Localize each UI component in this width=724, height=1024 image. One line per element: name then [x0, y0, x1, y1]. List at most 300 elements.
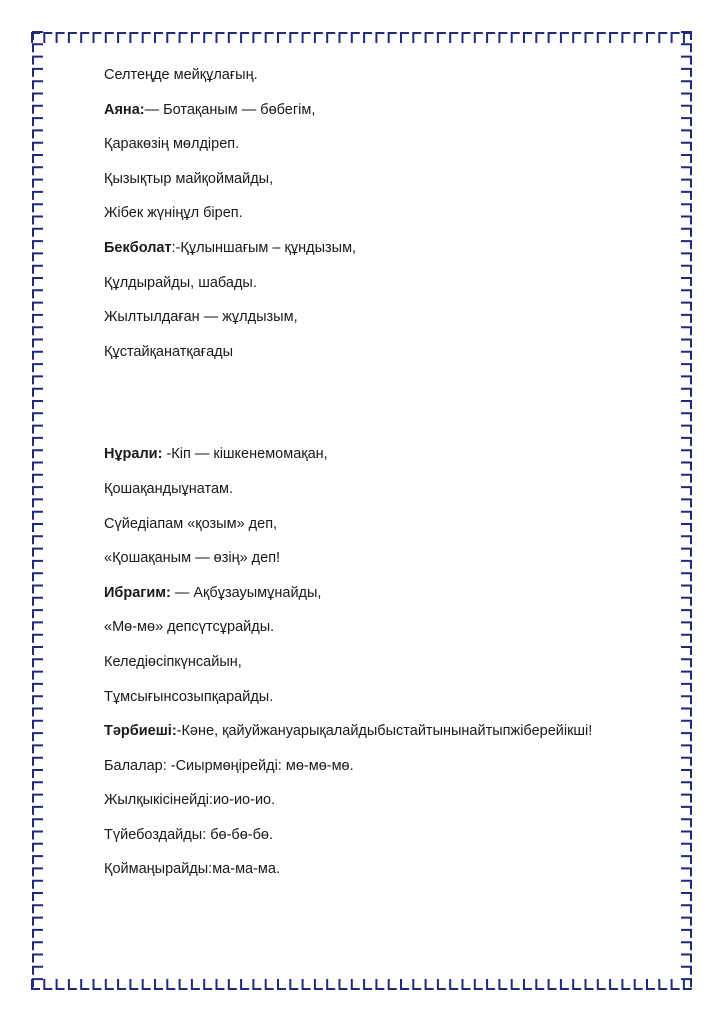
border-key-segment: [33, 192, 43, 200]
border-key-segment: [290, 33, 298, 43]
border-key-segment: [33, 463, 43, 471]
poem-line: [104, 480, 664, 499]
line-text: Құлдырайды, шабады.: [104, 274, 257, 291]
border-key-segment: [180, 979, 188, 989]
poem-line: [104, 515, 664, 534]
line-text: Жылқыкісінейді:ио-ио-ио.: [104, 792, 276, 809]
border-key-segment: [681, 635, 691, 643]
speaker-name: Нұрали:: [104, 446, 163, 463]
border-key-segment: [681, 622, 691, 630]
border-key-segment: [681, 303, 691, 311]
border-key-segment: [352, 979, 360, 989]
border-key-segment: [681, 659, 691, 667]
border-key-segment: [681, 610, 691, 618]
border-key-segment: [33, 475, 43, 483]
border-key-segment: [33, 290, 43, 298]
border-key-segment: [681, 647, 691, 655]
border-key-segment: [33, 979, 43, 987]
border-key-segment: [33, 672, 43, 680]
border-key-segment: [389, 979, 397, 989]
border-key-segment: [413, 979, 421, 989]
border-key-segment: [681, 340, 691, 348]
border-key-segment: [33, 610, 43, 618]
border-key-segment: [681, 278, 691, 286]
border-key-segment: [376, 979, 384, 989]
border-key-segment: [33, 696, 43, 704]
border-key-segment: [681, 709, 691, 717]
page-border-bottom: [30, 978, 694, 992]
border-key-segment: [681, 905, 691, 913]
border-key-segment: [681, 745, 691, 753]
border-key-segment: [499, 33, 507, 43]
border-key-segment: [81, 33, 89, 43]
border-key-segment: [586, 979, 594, 989]
poem-line: [104, 618, 664, 637]
border-key-segment: [438, 979, 446, 989]
poem-line: [104, 826, 664, 845]
border-key-segment: [681, 450, 691, 458]
border-key-segment: [681, 315, 691, 323]
border-key-segment: [278, 33, 286, 43]
line-text: Қаракөзің мөлдіреп.: [104, 136, 240, 153]
speaker-name: Бекболат: [104, 239, 172, 256]
border-key-segment: [536, 979, 544, 989]
border-key-segment: [57, 33, 65, 43]
border-key-segment: [118, 979, 126, 989]
border-key-segment: [327, 33, 335, 43]
border-key-segment: [106, 33, 114, 43]
border-key-segment: [681, 770, 691, 778]
border-key-segment: [681, 573, 691, 581]
border-key-segment: [33, 352, 43, 360]
border-key-segment: [253, 33, 261, 43]
border-key-segment: [33, 315, 43, 323]
border-key-segment: [681, 536, 691, 544]
border-key-segment: [681, 758, 691, 766]
border-key-segment: [33, 487, 43, 495]
poem-part-2: [104, 445, 664, 879]
border-key-segment: [681, 967, 691, 975]
border-key-segment: [33, 893, 43, 901]
border-key-segment: [33, 622, 43, 630]
border-key-segment: [681, 499, 691, 507]
border-key-segment: [290, 979, 298, 989]
border-key-segment: [33, 635, 43, 643]
border-key-segment: [33, 536, 43, 544]
border-key-segment: [681, 364, 691, 372]
border-key-segment: [401, 979, 409, 989]
border-key-segment: [536, 33, 544, 43]
border-key-segment: [681, 979, 691, 987]
border-key-segment: [681, 266, 691, 274]
line-text: Қызықтыр майқоймайды,: [104, 170, 274, 187]
border-key-segment: [33, 340, 43, 348]
border-key-segment: [33, 81, 43, 89]
border-key-segment: [33, 819, 43, 827]
border-key-segment: [426, 33, 434, 43]
border-key-segment: [681, 684, 691, 692]
border-key-segment: [33, 598, 43, 606]
border-key-segment: [364, 33, 372, 43]
border-key-segment: [681, 930, 691, 938]
border-key-segment: [681, 893, 691, 901]
border-key-segment: [33, 930, 43, 938]
border-key-segment: [33, 844, 43, 852]
border-key-segment: [622, 979, 630, 989]
border-key-segment: [167, 33, 175, 43]
border-key-segment: [681, 143, 691, 151]
border-key-segment: [33, 512, 43, 520]
border-key-segment: [610, 979, 618, 989]
border-key-segment: [118, 33, 126, 43]
border-key-segment: [681, 586, 691, 594]
border-key-segment: [33, 364, 43, 372]
border-key-segment: [327, 979, 335, 989]
border-key-segment: [33, 217, 43, 225]
border-key-segment: [33, 167, 43, 175]
border-key-segment: [681, 167, 691, 175]
border-key-segment: [376, 33, 384, 43]
line-text: Қоймаңырайды:ма-ма-ма.: [104, 861, 280, 878]
border-key-segment: [217, 33, 225, 43]
border-key-segment: [229, 979, 237, 989]
poem-line: [104, 343, 664, 362]
border-key-segment: [33, 647, 43, 655]
border-key-segment: [635, 33, 643, 43]
border-key-segment: [413, 33, 421, 43]
poem-line: [104, 688, 664, 707]
border-key-segment: [681, 94, 691, 102]
border-key-segment: [512, 33, 520, 43]
border-key-segment: [561, 33, 569, 43]
border-key-segment: [241, 33, 249, 43]
poem-line: [104, 66, 664, 85]
border-key-segment: [681, 868, 691, 876]
border-key-segment: [44, 979, 52, 989]
border-key-segment: [303, 979, 311, 989]
border-key-segment: [586, 33, 594, 43]
border-key-segment: [33, 586, 43, 594]
poem-line: [104, 791, 664, 810]
border-key-segment: [681, 561, 691, 569]
border-key-segment: [204, 33, 212, 43]
border-key-segment: [681, 81, 691, 89]
border-key-segment: [681, 253, 691, 261]
border-key-segment: [401, 33, 409, 43]
border-key-segment: [180, 33, 188, 43]
border-key-segment: [94, 33, 102, 43]
line-text: — Ботақаным — бөбегім,: [144, 101, 316, 118]
border-key-segment: [315, 33, 323, 43]
border-key-segment: [681, 955, 691, 963]
border-key-segment: [33, 733, 43, 741]
page-border-left: [30, 30, 44, 992]
border-key-segment: [303, 33, 311, 43]
poem-line: [104, 204, 664, 223]
border-key-segment: [143, 33, 151, 43]
border-pattern-bottom: [30, 978, 694, 992]
border-key-segment: [33, 856, 43, 864]
border-key-segment: [635, 979, 643, 989]
border-key-segment: [524, 979, 532, 989]
border-key-segment: [33, 918, 43, 926]
border-key-segment: [681, 426, 691, 434]
border-key-segment: [340, 979, 348, 989]
border-key-segment: [426, 979, 434, 989]
border-key-segment: [681, 672, 691, 680]
border-key-segment: [681, 155, 691, 163]
border-key-segment: [450, 979, 458, 989]
border-key-segment: [130, 979, 138, 989]
border-key-segment: [475, 979, 483, 989]
border-key-segment: [33, 69, 43, 77]
border-key-segment: [598, 33, 606, 43]
border-key-segment: [266, 979, 274, 989]
border-key-segment: [512, 979, 520, 989]
border-key-segment: [561, 979, 569, 989]
poem-content: [104, 66, 664, 895]
border-key-segment: [352, 33, 360, 43]
border-key-segment: [681, 819, 691, 827]
border-key-segment: [33, 389, 43, 397]
border-key-segment: [487, 33, 495, 43]
border-key-segment: [681, 918, 691, 926]
border-key-segment: [681, 241, 691, 249]
border-key-segment: [463, 979, 471, 989]
speaker-name: Тәрбиеші:: [104, 723, 177, 740]
line-text: — Ақбұзауымұнайды,: [170, 584, 322, 601]
poem-line: [104, 757, 664, 776]
border-key-segment: [573, 33, 581, 43]
border-key-segment: [33, 549, 43, 557]
border-key-segment: [681, 598, 691, 606]
page-border-right: [680, 30, 694, 992]
border-key-segment: [33, 758, 43, 766]
border-key-segment: [33, 684, 43, 692]
border-key-segment: [33, 180, 43, 188]
border-key-segment: [33, 155, 43, 163]
border-pattern-right: [680, 30, 694, 992]
border-key-segment: [681, 376, 691, 384]
border-key-segment: [475, 33, 483, 43]
border-key-segment: [229, 33, 237, 43]
border-key-segment: [33, 905, 43, 913]
stanza-gap: [104, 377, 664, 445]
border-key-segment: [681, 217, 691, 225]
border-key-segment: [681, 807, 691, 815]
border-key-segment: [487, 979, 495, 989]
border-key-segment: [499, 979, 507, 989]
border-key-segment: [681, 549, 691, 557]
border-key-segment: [33, 524, 43, 532]
border-key-segment: [681, 832, 691, 840]
border-key-segment: [315, 979, 323, 989]
poem-line: [104, 722, 664, 741]
line-text: -Кәне, қайуйжануарықалайдыбыстайтынынайтыпжіберейікші!: [176, 723, 593, 740]
border-key-segment: [622, 33, 630, 43]
border-key-segment: [81, 979, 89, 989]
border-key-segment: [33, 106, 43, 114]
border-key-segment: [167, 979, 175, 989]
poem-line: [104, 584, 664, 603]
border-key-segment: [681, 795, 691, 803]
poem-line: [104, 308, 664, 327]
border-key-segment: [681, 782, 691, 790]
border-key-segment: [33, 57, 43, 65]
border-key-segment: [33, 721, 43, 729]
border-key-segment: [44, 33, 52, 43]
border-key-segment: [192, 33, 200, 43]
border-key-segment: [681, 290, 691, 298]
border-key-segment: [33, 241, 43, 249]
speaker-name: Ибрагим:: [104, 584, 171, 601]
poem-line: [104, 445, 664, 464]
border-key-segment: [33, 770, 43, 778]
poem-line: [104, 239, 664, 258]
border-key-segment: [33, 955, 43, 963]
border-key-segment: [681, 512, 691, 520]
border-pattern-left: [30, 30, 44, 992]
border-key-segment: [33, 303, 43, 311]
page-border-top: [30, 30, 694, 44]
border-pattern-top: [30, 30, 694, 44]
poem-line: [104, 135, 664, 154]
border-key-segment: [217, 979, 225, 989]
border-key-segment: [143, 979, 151, 989]
border-key-segment: [610, 33, 618, 43]
line-text: Құстайқанатқағады: [104, 343, 234, 360]
border-key-segment: [681, 204, 691, 212]
border-key-segment: [681, 106, 691, 114]
border-key-segment: [33, 499, 43, 507]
border-key-segment: [681, 475, 691, 483]
border-key-segment: [647, 979, 655, 989]
border-key-segment: [672, 979, 680, 989]
border-key-segment: [33, 659, 43, 667]
line-text: -Кіп — кішкенемомақан,: [162, 446, 328, 463]
border-key-segment: [681, 44, 691, 52]
border-key-segment: [33, 44, 43, 52]
border-key-segment: [33, 438, 43, 446]
border-key-segment: [253, 979, 261, 989]
poem-line: [104, 170, 664, 189]
border-key-segment: [681, 327, 691, 335]
line-text: Түйебоздайды: бө-бө-бө.: [104, 826, 274, 843]
border-key-segment: [450, 33, 458, 43]
border-key-segment: [241, 979, 249, 989]
border-key-segment: [33, 795, 43, 803]
border-key-segment: [681, 69, 691, 77]
border-key-segment: [33, 745, 43, 753]
border-key-segment: [155, 979, 163, 989]
border-key-segment: [33, 782, 43, 790]
border-key-segment: [266, 33, 274, 43]
border-key-segment: [573, 979, 581, 989]
border-key-segment: [130, 33, 138, 43]
line-text: Сүйедіапам «қозым» деп,: [104, 515, 278, 532]
border-key-segment: [192, 979, 200, 989]
border-key-segment: [155, 33, 163, 43]
border-key-segment: [681, 401, 691, 409]
border-key-segment: [681, 856, 691, 864]
border-key-segment: [33, 143, 43, 151]
poem-line: [104, 860, 664, 879]
line-text: Селтеңде мейқұлағың.: [104, 67, 258, 83]
border-key-segment: [681, 229, 691, 237]
border-key-segment: [94, 979, 102, 989]
border-key-segment: [33, 204, 43, 212]
line-text: «Мө-мө» депсүтсұрайды.: [104, 619, 275, 636]
border-key-segment: [57, 979, 65, 989]
border-key-segment: [33, 967, 43, 975]
border-key-segment: [681, 721, 691, 729]
border-key-segment: [33, 94, 43, 102]
border-key-segment: [549, 979, 557, 989]
border-key-segment: [33, 573, 43, 581]
border-key-segment: [106, 979, 114, 989]
border-key-segment: [681, 192, 691, 200]
border-key-segment: [33, 868, 43, 876]
border-key-segment: [33, 426, 43, 434]
border-key-segment: [681, 844, 691, 852]
border-key-segment: [364, 979, 372, 989]
border-key-segment: [33, 278, 43, 286]
border-key-segment: [681, 57, 691, 65]
border-key-segment: [33, 942, 43, 950]
border-key-segment: [659, 979, 667, 989]
border-key-segment: [33, 709, 43, 717]
line-text: Келедіөсіпкүнсайын,: [104, 653, 242, 670]
border-key-segment: [681, 463, 691, 471]
border-key-segment: [549, 33, 557, 43]
border-key-segment: [598, 979, 606, 989]
border-key-segment: [681, 942, 691, 950]
line-text: Балалар: -Сиырмөңірейді: мө-мө-мө.: [104, 757, 354, 774]
line-text: :-Құлыншағым – құндызым,: [171, 239, 357, 256]
border-key-segment: [33, 401, 43, 409]
border-key-segment: [681, 352, 691, 360]
border-key-segment: [389, 33, 397, 43]
border-key-segment: [681, 389, 691, 397]
poem-line: [104, 653, 664, 672]
border-key-segment: [681, 487, 691, 495]
border-key-segment: [204, 979, 212, 989]
line-text: Жылтылдаған — жұлдызым,: [104, 309, 298, 326]
line-text: Жібек жүніңұл біреп.: [104, 205, 243, 222]
border-key-segment: [681, 881, 691, 889]
border-key-segment: [33, 253, 43, 261]
line-text: Қошақандыұнатам.: [104, 480, 234, 497]
border-key-segment: [33, 229, 43, 237]
border-key-segment: [33, 130, 43, 138]
border-key-segment: [681, 733, 691, 741]
border-key-segment: [33, 118, 43, 126]
border-key-segment: [33, 807, 43, 815]
border-key-segment: [33, 376, 43, 384]
border-key-segment: [681, 696, 691, 704]
border-key-segment: [33, 32, 43, 40]
border-key-segment: [681, 180, 691, 188]
border-key-segment: [278, 979, 286, 989]
border-key-segment: [69, 979, 77, 989]
poem-line: [104, 101, 664, 120]
border-key-segment: [681, 438, 691, 446]
poem-part-1: [104, 66, 664, 362]
border-key-segment: [672, 33, 680, 43]
poem-line: [104, 274, 664, 293]
border-key-segment: [681, 118, 691, 126]
border-key-segment: [681, 413, 691, 421]
